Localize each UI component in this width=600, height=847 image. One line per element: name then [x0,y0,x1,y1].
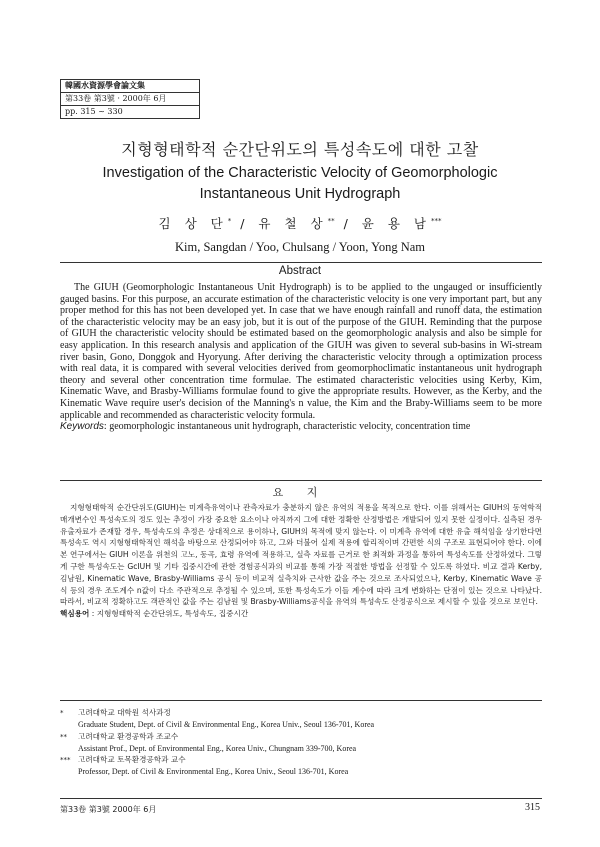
footnote-mark: *** [60,756,71,765]
author-separator: / [240,216,250,231]
footnote-3 [60,754,530,766]
author-separator: / [343,216,353,231]
affiliation-mark: *** [430,216,442,225]
footnote-affiliation-korean: 고려대학교 토목환경공학과 교수 [78,755,186,765]
footnote-affiliation-english: Graduate Student, Dept. of Civil & Environmental Eng., Korea Univ., Seoul 136-701, Korea [78,720,375,730]
abstract-text: The GIUH (Geomorphologic Instantaneous Unit Hydrograph) is to be applied to the ungauged or insufficiently gauged basins. For this purpose, an accurate estimation of the characteristic velocity is one very important part, but any proper method for this has not been developed yet. In case that we have enough rainfall and runoff data, the estimation of the characteristic velocity may be an easy job, but it is out of the purpose of the GIUH. Reminding that the purpose of GIUH the characteristic velocity should be estimated based on the geomorphologic analysis and also be simple for easy application. In this research analysis and application of the GIUH was given to several sub-basins in Wi-stream river basin, Gono, Donggok and Hyoryung. After deriving the characteristic velocity through a optimization process with real data, it is compared with several velocities derived from geomorphoclimatic instantaneous unit hydrograph theory and several other concentration time formulae. The estimated characteristic velocities using Kerby, Kim, Kinematic Wave, and Brasby-Williams formulae found to give the appropriate results. However, as the Kerby, and the Kinematic Wave require user's decision of the Manning's n value, the Kim and the Braby-Williams seem to be more applicable and recommended as characteristic velocity formula. [60,282,542,421]
keywords-text: geomorphologic instantaneous unit hydrograph, characteristic velocity, concentration time [109,421,471,433]
korean-summary-section [60,502,542,620]
footer-divider [60,798,542,799]
keywords-label: Keywords [60,421,104,433]
footer-journal-info: 第33卷 第3號 2000年 6月 [60,805,157,814]
footnote-affiliation-korean: 고려대학교 대학원 석사과정 [78,708,171,717]
korean-summary-text: 지형형태학적 순간단위도(GIUH)는 미계측유역이나 관측자료가 충분하지 않은 유역의 적용을 목적으로 한다. 이를 위해서는 GIUH의 동역학적 매개변수인 특성속도의 정도 있는 추정이 가장 중요한 요소이나 아직까지 그에 대한 정확한 산정방법은 개발되어 있지 못한 실정이다. 실측된 경우 유출자료가 존재할 경우, 특성속도의 추정은 상대적으로 용이하나, GIUH의 목적에 맞지 않는다. 이 미계측 유역에 대한 유출 해석임을 상기한다면 특성속도 역시 지형형태학적인 해석을 바탕으로 산정되어야 하고, 그와 더불어 실제 적용에 합리적이며 간편한 식의 구조로 표현되어야 한다. 이에 본 연구에서는 GIUH 이론을 위천의 고노, 동곡, 효령 유역에 적용하고, 실측 자료를 근거로 한 최적화 과정을 통하여 특성속도를 산정하였다. 그렇게 구한 특성속도는 GcIUH 및 기타 집중시간에 관한 경험공식과의 비교를 통해 가장 적절한 방법을 선정할 수 있도록 하였다. 비교 결과 Kerby, 김남원, Kinematic Wave, Brasby-Williams 공식 등이 비교적 실측치와 근사한 값을 주는 것으로 조사되었으나, Kerby, Kinematic Wave 공식 등의 경우 조도계수 n값이 다소 주관적으로 추정될 수 있으며, 또한 특성속도가 이들 계수에 따라 크게 변화하는 단점이 있는 것으로 나타났다. 따라서, 비교적 정확하고도 객관적인 값을 주는 김남원 및 Brasby-Williams공식을 유역의 특성속도 산정공식으로 제시할 수 있을 것으로 보인다. [60,503,542,607]
journal-volume-issue: 第33卷 第3號 · 2000年 6月 [61,92,199,105]
english-title [0,163,600,205]
korean-keywords-label: 핵심용어 [60,609,90,619]
footnote-divider [60,700,542,701]
yoji-heading: 요 지 [272,486,328,499]
footnote-2 [60,731,530,743]
footnote-affiliation-english: Professor, Dept. of Civil & Environmental Eng., Korea Univ., Seoul 136-701, Korea [78,767,349,777]
footnote-mark: ** [60,732,67,741]
journal-pages: pp. 315 ~ 330 [61,105,199,118]
author-name: 윤 용 남 [361,216,431,231]
footnotes [60,707,530,778]
journal-info-box [60,79,200,119]
divider [60,480,542,481]
korean-authors [0,214,600,232]
footnote-mark: * [60,709,64,717]
english-title-line-2: Instantaneous Unit Hydrograph [199,186,401,202]
korean-keywords-text: : 지형형태학적 순간단위도, 특성속도, 집중시간 [91,609,249,619]
journal-name: 韓國水資源學會論文集 [65,81,145,90]
abstract-heading: Abstract [278,265,322,277]
divider [60,262,542,263]
footnote-1 [60,707,530,719]
affiliation-mark: ** [327,216,335,225]
korean-keywords [60,608,542,620]
author-name: 김 상 단 [158,216,228,231]
footnote-affiliation-korean: 고려대학교 환경공학과 조교수 [78,731,179,741]
page-number: 315 [525,802,540,813]
english-authors: Kim, Sangdan / Yoo, Chulsang / Yoon, Yong Nam [174,240,426,254]
english-title-line-1: Investigation of the Characteristic Velocity of Geomorphologic [102,165,498,181]
author-name: 유 철 상 [258,216,328,231]
affiliation-mark: * [227,216,232,225]
korean-title: 지형형태학적 순간단위도의 특성속도에 대한 고찰 [121,140,479,159]
footnote-affiliation-english: Assistant Prof., Dept. of Environmental Eng., Korea Univ., Chungnam 339-700, Korea [78,743,357,753]
abstract-section [60,282,542,433]
abstract-keywords: Keywords: geomorphologic instantaneous unit hydrograph, characteristic velocity, concentration time [60,421,471,433]
